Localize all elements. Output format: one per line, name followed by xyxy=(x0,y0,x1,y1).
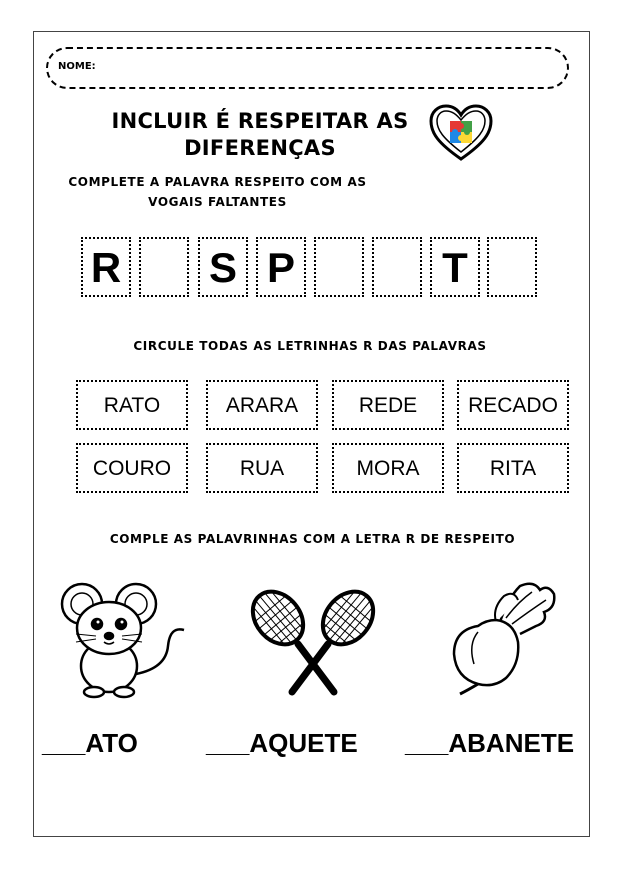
word-box-8[interactable]: RITA xyxy=(457,443,569,493)
word-box-5[interactable]: COURO xyxy=(76,443,188,493)
word-box-4[interactable]: RECADO xyxy=(457,380,569,430)
instruction-line-1: COMPLETE A PALAVRA RESPEITO COM AS xyxy=(68,175,367,189)
fill-word-1[interactable]: ___ATO xyxy=(42,728,138,758)
word-box-3[interactable]: REDE xyxy=(332,380,444,430)
word-box-2[interactable]: ARARA xyxy=(206,380,318,430)
beet-icon xyxy=(448,578,560,696)
letter-box-1[interactable]: R xyxy=(81,237,131,297)
letter-box-2[interactable] xyxy=(139,237,189,297)
instruction-complete-r: COMPLE AS PALAVRINHAS COM A LETRA R DE RESPEITO xyxy=(109,532,516,546)
letter-box-7[interactable]: T xyxy=(430,237,480,297)
page-title xyxy=(100,108,420,162)
name-label: NOME: xyxy=(58,61,96,72)
letter-box-4[interactable]: P xyxy=(256,237,306,297)
fill-word-2[interactable]: ___AQUETE xyxy=(206,728,358,758)
letter-box-6[interactable] xyxy=(372,237,422,297)
word-box-7[interactable]: MORA xyxy=(332,443,444,493)
title-line-1: INCLUIR É RESPEITAR AS xyxy=(111,109,409,133)
instruction-complete-word xyxy=(50,172,385,212)
name-field[interactable] xyxy=(46,47,569,89)
rackets-icon xyxy=(246,588,380,698)
fill-word-3[interactable]: ___ABANETE xyxy=(405,728,575,758)
puzzle-heart-icon xyxy=(428,103,494,163)
word-box-1[interactable]: RATO xyxy=(76,380,188,430)
letter-box-3[interactable]: S xyxy=(198,237,248,297)
word-box-6[interactable]: RUA xyxy=(206,443,318,493)
letter-box-8[interactable] xyxy=(487,237,537,297)
instruction-circle-r: CIRCULE TODAS AS LETRINHAS R DAS PALAVRAS xyxy=(133,339,487,353)
letter-box-5[interactable] xyxy=(314,237,364,297)
mouse-icon xyxy=(56,578,188,700)
instruction-line-2: VOGAIS FALTANTES xyxy=(148,195,287,209)
title-line-2: DIFERENÇAS xyxy=(184,136,336,160)
